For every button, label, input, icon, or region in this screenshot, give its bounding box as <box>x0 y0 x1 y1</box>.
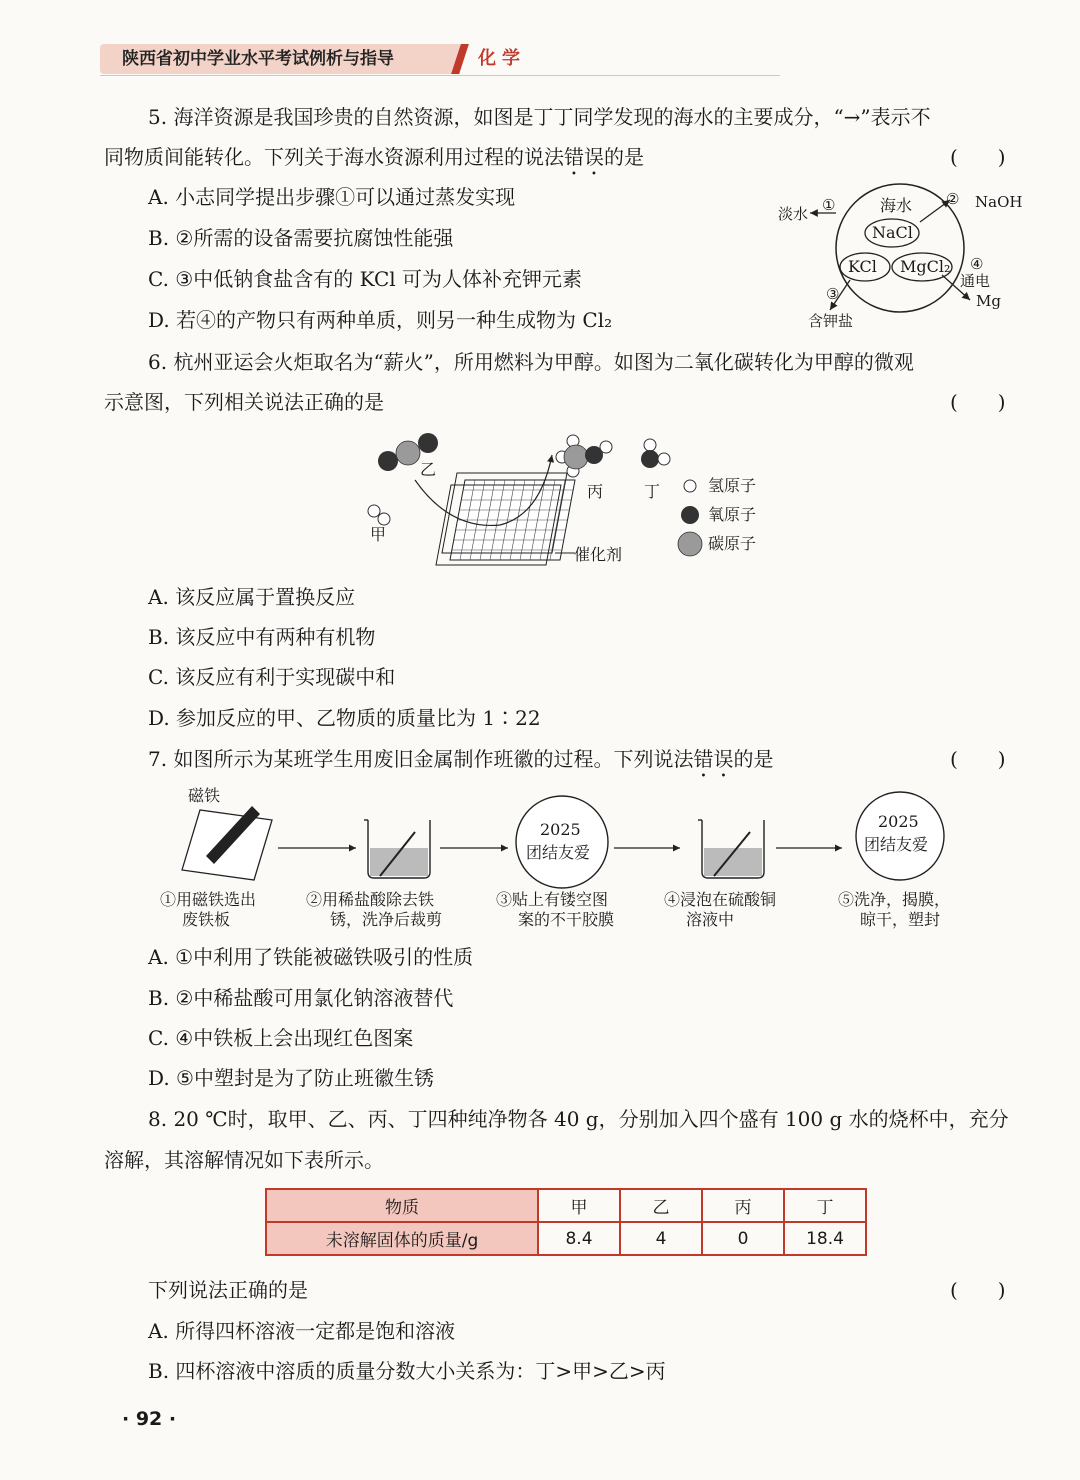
q5-option-b: B. ②所需的设备需要抗腐蚀性能强 <box>148 226 454 250</box>
q7-stem: 7. 如图所示为某班学生用废旧金属制作班徽的过程。下列说法错误的是 <box>148 747 774 771</box>
subject-title: 化学 <box>478 48 526 69</box>
page-number: · 92 · <box>122 1408 177 1430</box>
q8-stem-line1: 8. 20 ℃时，取甲、乙、丙、丁四种纯净物各 40 g，分别加入四个盛有 100 g 水的烧杯中，充分 <box>148 1107 1009 1131</box>
q7-option-a: A. ①中利用了铁能被磁铁吸引的性质 <box>148 945 474 969</box>
table-header-cell: 甲 <box>538 1189 620 1222</box>
freshwater-label: 淡水 <box>778 205 809 223</box>
table-cell: 8.4 <box>538 1222 620 1255</box>
table-header-row <box>266 1189 866 1222</box>
beaker-2 <box>698 820 764 878</box>
q8-stem-line2: 溶解，其溶解情况如下表所示。 <box>104 1148 384 1172</box>
step3-caption-l1: ③贴上有镂空图 <box>496 890 609 909</box>
q6-option-a: A. 该反应属于置换反应 <box>148 585 356 609</box>
molecule-ding <box>641 439 670 468</box>
q5-option-c: C. ③中低钠食盐含有的 KCl 可为人体补充钾元素 <box>148 267 583 291</box>
q6-option-c: C. 该反应有利于实现碳中和 <box>148 665 396 689</box>
header-rule <box>100 75 780 76</box>
legend-c-symbol <box>678 532 702 556</box>
mgcl2-label: MgCl₂ <box>900 257 951 276</box>
nacl-label: NaCl <box>872 223 913 242</box>
naoh-label: NaOH <box>975 193 1023 211</box>
step3-marker: ③ <box>826 285 840 303</box>
q6-stem-line2: 示意图，下列相关说法正确的是 <box>104 390 384 414</box>
q8-option-a: A. 所得四杯溶液一定都是饱和溶液 <box>148 1319 456 1343</box>
badge1-motto: 团结友爱 <box>526 843 591 862</box>
magnet-label: 磁铁 <box>188 786 221 805</box>
table-cell: 0 <box>702 1222 784 1255</box>
q6-option-b: B. 该反应中有两种有机物 <box>148 625 376 649</box>
q6-answer-paren: ( ) <box>950 390 1006 414</box>
table-header-cell: 乙 <box>620 1189 702 1222</box>
q7-process-diagram <box>170 790 970 890</box>
legend-o-label: 氧原子 <box>708 505 757 524</box>
q7-answer-paren: ( ) <box>950 747 1006 771</box>
legend-h-symbol <box>684 480 696 492</box>
label-catalyst: 催化剂 <box>574 545 623 564</box>
q7-option-d: D. ⑤中塑封是为了防止班徽生锈 <box>148 1066 434 1090</box>
q5-option-d: D. 若④的产物只有两种单质，则另一种生成物为 Cl₂ <box>148 308 613 332</box>
seawater-label: 海水 <box>880 196 913 215</box>
page-header <box>100 44 780 74</box>
beaker-1 <box>364 820 430 878</box>
step3-caption-l2: 案的不干胶膜 <box>518 910 615 929</box>
table-row <box>266 1222 866 1255</box>
badge2-year: 2025 <box>878 812 919 831</box>
table-header-cell: 丁 <box>784 1189 866 1222</box>
label-ding: 丁 <box>644 482 661 501</box>
q6-option-d: D. 参加反应的甲、乙物质的质量比为 1∶22 <box>148 706 541 730</box>
kcl-label: KCl <box>848 257 877 276</box>
table-cell: 4 <box>620 1222 702 1255</box>
iron-sheet-with-magnet <box>182 806 272 880</box>
label-jia: 甲 <box>370 525 387 544</box>
q6-stem-line1: 6. 杭州亚运会火炬取名为“薪火”，所用燃料为甲醇。如图为二氧化碳转化为甲醇的微观 <box>148 350 914 374</box>
step2-caption-l1: ②用稀盐酸除去铁 <box>306 890 435 909</box>
q8-answer-paren: ( ) <box>950 1278 1006 1302</box>
q8-prompt: 下列说法正确的是 <box>148 1278 308 1302</box>
q7-option-c: C. ④中铁板上会出现红色图案 <box>148 1026 414 1050</box>
step4-marker: ④ <box>970 255 984 273</box>
q5-stem-line2: 同物质间能转化。下列关于海水资源利用过程的说法错误的是 <box>104 145 644 169</box>
step5-caption-l1: ⑤洗净，揭膜， <box>838 890 951 909</box>
table-header-cell: 丙 <box>702 1189 784 1222</box>
step1-caption-l1: ①用磁铁选出 <box>160 890 257 909</box>
q8-option-b: B. 四杯溶液中溶质的质量分数大小关系为：丁>甲>乙>丙 <box>148 1359 666 1383</box>
q5-emphasis: 错误 <box>564 145 604 169</box>
solubility-table <box>265 1188 867 1256</box>
q5-answer-paren: ( ) <box>950 145 1006 169</box>
legend-o-symbol <box>681 506 699 524</box>
badge-circle-1 <box>516 796 608 888</box>
legend-c-label: 碳原子 <box>708 534 757 553</box>
label-bing: 丙 <box>587 482 604 501</box>
label-yi: 乙 <box>420 460 437 479</box>
step1-caption-l2: 废铁板 <box>182 910 231 929</box>
step2-caption-l2: 锈，洗净后裁剪 <box>330 910 443 929</box>
badge1-year: 2025 <box>540 820 581 839</box>
q5-option-a: A. 小志同学提出步骤①可以通过蒸发实现 <box>148 185 516 209</box>
step5-caption-l2: 晾干，塑封 <box>860 910 941 929</box>
q7-option-b: B. ②中稀盐酸可用氯化钠溶液替代 <box>148 986 454 1010</box>
ksalt-label: 含钾盐 <box>808 312 854 330</box>
table-cell: 未溶解固体的质量/g <box>266 1222 538 1255</box>
molecule-jia <box>368 505 390 525</box>
table-header-cell: 物质 <box>266 1189 538 1222</box>
step4-caption-l1: ④浸泡在硫酸铜 <box>664 890 777 909</box>
step1-marker: ① <box>822 196 836 214</box>
q5-stem-line1: 5. 海洋资源是我国珍贵的自然资源，如图是丁丁同学发现的海水的主要成分，“→”表示不 <box>148 105 931 129</box>
badge2-motto: 团结友爱 <box>864 835 929 854</box>
table-cell: 18.4 <box>784 1222 866 1255</box>
mg-label: Mg <box>976 292 1001 310</box>
step2-marker: ② <box>946 190 960 208</box>
book-title: 陕西省初中学业水平考试例析与指导 <box>100 44 460 74</box>
q7-emphasis: 错误 <box>693 747 734 771</box>
legend-h-label: 氢原子 <box>708 476 757 495</box>
power-label: 通电 <box>960 272 991 290</box>
step4-caption-l2: 溶液中 <box>686 910 735 929</box>
molecule-bing <box>556 435 612 477</box>
catalyst-grid <box>436 473 575 565</box>
